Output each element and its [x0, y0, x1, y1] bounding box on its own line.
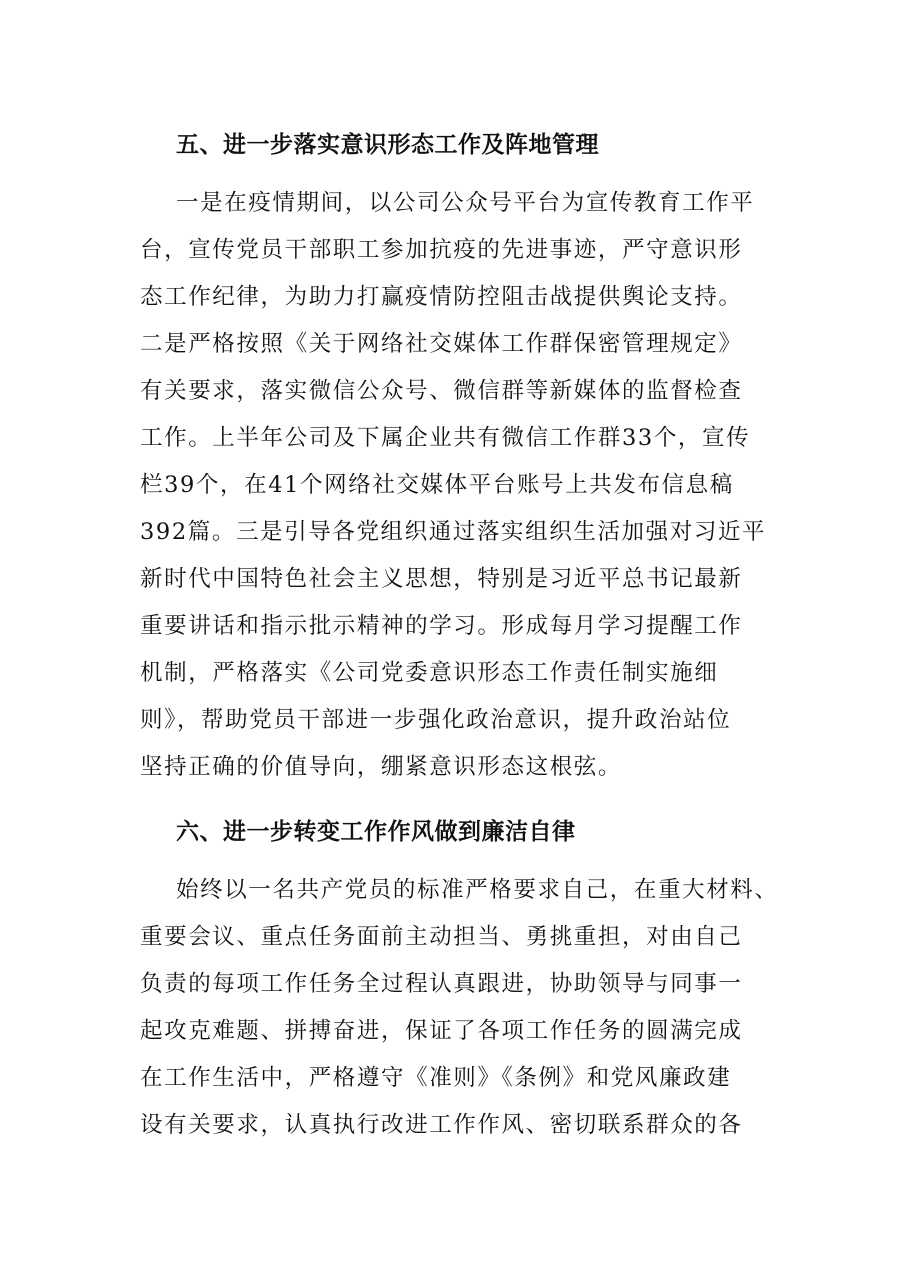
section-6-line-5: 在工作生活中，严格遵守《准则》《条例》和党风廉政建 [140, 1065, 732, 1091]
section-5-line-7: 栏39个，在41个网络社交媒体平台账号上共发布信息稿 [140, 472, 734, 498]
section-5-line-11: 机制，严格落实《公司党委意识形态工作责任制实施细 [140, 660, 719, 686]
section-5-heading: 五、进一步落实意识形态工作及阵地管理 [176, 132, 599, 158]
section-5-line-3: 态工作纪律，为助力打赢疫情防控阻击战提供舆论支持。 [140, 284, 743, 310]
section-6-line-4: 起攻克难题、拼搏奋进，保证了各项工作任务的圆满完成 [140, 1018, 743, 1044]
section-5-line-13: 坚持正确的价值导向，绷紧意识形态这根弦。 [140, 754, 623, 780]
section-5-line-8: 392篇。三是引导各党组织通过落实组织生活加强对习近平 [140, 519, 767, 545]
section-5-line-1: 一是在疫情期间，以公司公众号平台为宣传教育工作平 [176, 190, 755, 216]
section-6-line-3: 负责的每项工作任务全过程认真跟进，协助领导与同事一 [140, 971, 743, 997]
section-5-line-10: 重要讲话和指示批示精神的学习。形成每月学习提醒工作 [140, 613, 743, 639]
section-5-line-4: 二是严格按照《关于网络社交媒体工作群保密管理规定》 [140, 331, 743, 357]
section-6-line-6: 设有关要求，认真执行改进工作作风、密切联系群众的各 [140, 1112, 743, 1138]
section-5-line-9: 新时代中国特色社会主义思想，特别是习近平总书记最新 [140, 566, 743, 592]
section-6-line-2: 重要会议、重点任务面前主动担当、勇挑重担，对由自己 [140, 924, 743, 950]
section-5-line-6: 工作。上半年公司及下属企业共有微信工作群33个，宣传 [140, 425, 751, 451]
section-5-line-12: 则》，帮助党员干部进一步强化政治意识，提升政治站位 [140, 707, 732, 733]
section-6-heading: 六、进一步转变工作作风做到廉洁自律 [176, 819, 576, 845]
section-5-line-5: 有关要求，落实微信公众号、微信群等新媒体的监督检查 [140, 378, 743, 404]
section-6-line-1: 始终以一名共产党员的标准严格要求自己，在重大材料、 [176, 877, 779, 903]
section-5-line-2: 台，宣传党员干部职工参加抗疫的先进事迹，严守意识形 [140, 237, 743, 263]
